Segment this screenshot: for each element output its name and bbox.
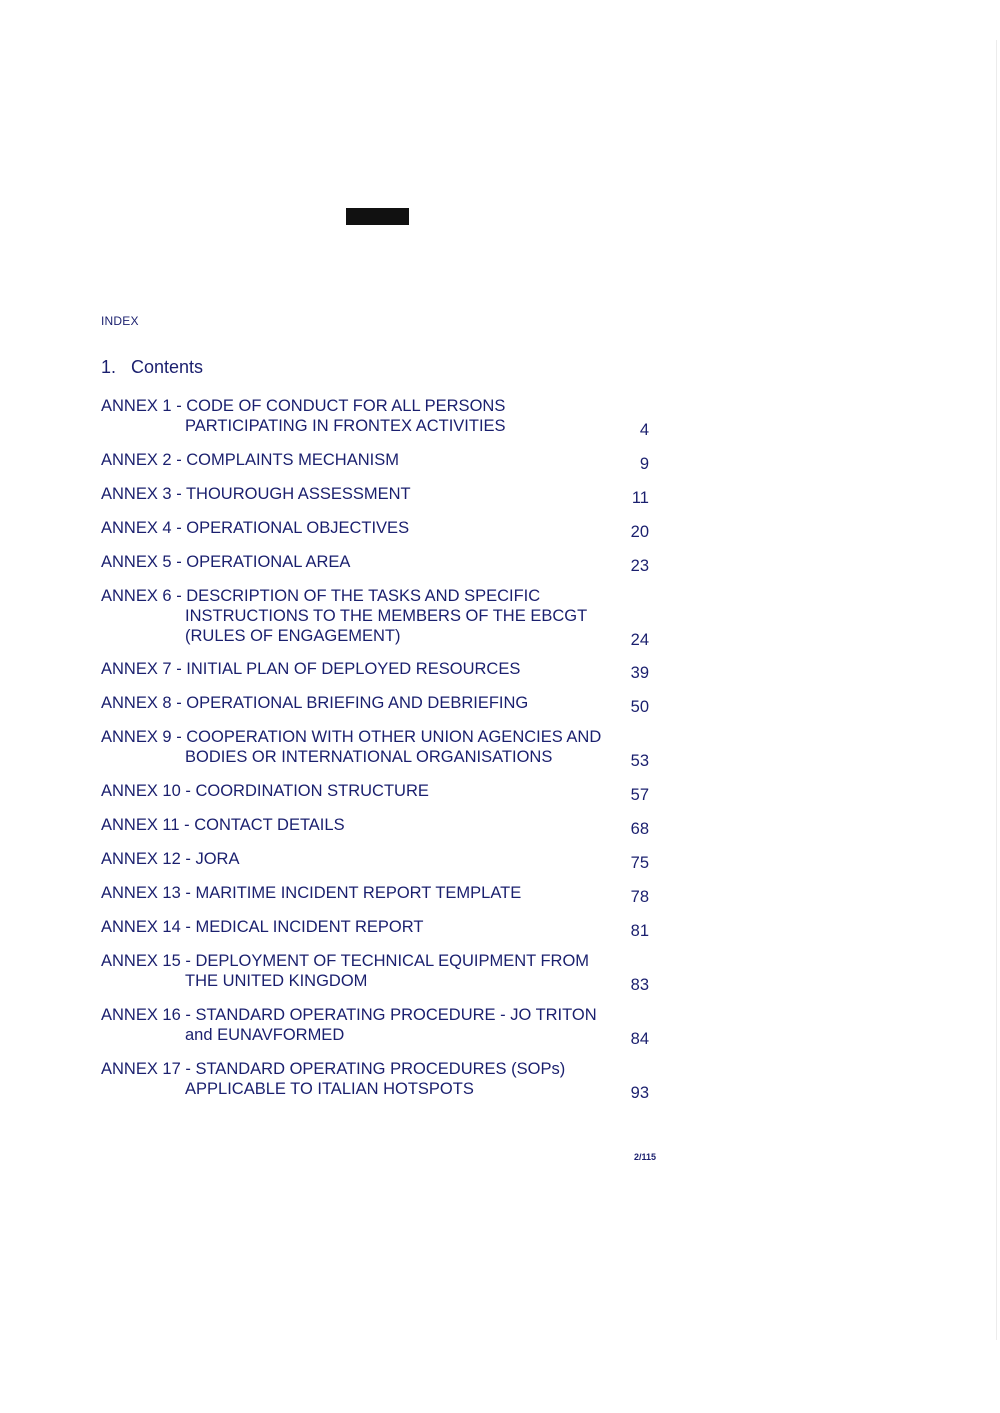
toc-entry-title-continued: and EUNAVFORMED — [185, 1026, 345, 1044]
toc-entry-title: ANNEX 7 - INITIAL PLAN OF DEPLOYED RESOURCES — [101, 660, 521, 678]
toc-entry-title: ANNEX 13 - MARITIME INCIDENT REPORT TEMPLATE — [101, 884, 522, 902]
toc-entry-page: 78 — [630, 888, 649, 906]
toc-entry-annex-5[interactable] — [101, 552, 661, 575]
toc-entry-page: 81 — [630, 922, 649, 940]
toc-entry-title: ANNEX 11 - CONTACT DETAILS — [101, 816, 345, 834]
toc-entry-title-continued: INSTRUCTIONS TO THE MEMBERS OF THE EBCGT — [185, 607, 588, 625]
toc-entry-title: ANNEX 10 - COORDINATION STRUCTURE — [101, 782, 429, 800]
contents-heading — [101, 357, 203, 378]
toc-entry-title-continued: APPLICABLE TO ITALIAN HOTSPOTS — [185, 1080, 474, 1098]
toc-entry-annex-11[interactable] — [101, 815, 661, 838]
toc-entry-title: ANNEX 14 - MEDICAL INCIDENT REPORT — [101, 918, 424, 936]
toc-entry-title: ANNEX 17 - STANDARD OPERATING PROCEDURES (SOPs) — [101, 1060, 566, 1078]
toc-entry-page: 93 — [630, 1084, 649, 1102]
toc-entry-page: 50 — [630, 698, 649, 716]
page-number-footer: 2/115 — [634, 1152, 657, 1162]
toc-entry-page: 11 — [631, 489, 649, 507]
toc-entry-annex-4[interactable] — [101, 518, 661, 541]
toc-entry-annex-9[interactable] — [101, 727, 661, 770]
toc-entry-annex-16[interactable] — [101, 1005, 661, 1048]
toc-entry-page: 9 — [639, 455, 649, 473]
toc-entry-title: ANNEX 8 - OPERATIONAL BRIEFING AND DEBRIEFING — [101, 694, 529, 712]
toc-entry-title: ANNEX 5 - OPERATIONAL AREA — [101, 553, 351, 571]
toc-entry-annex-17[interactable] — [101, 1059, 661, 1102]
toc-entry-annex-14[interactable] — [101, 917, 661, 940]
toc-entry-annex-10[interactable] — [101, 781, 661, 804]
toc-entry-title-continued: PARTICIPATING IN FRONTEX ACTIVITIES — [185, 417, 506, 435]
toc-entry-annex-13[interactable] — [101, 883, 661, 906]
toc-entry-title: ANNEX 15 - DEPLOYMENT OF TECHNICAL EQUIPMENT FROM — [101, 952, 590, 970]
toc-entry-page: 68 — [630, 820, 649, 838]
contents-heading-title: Contents — [131, 357, 204, 377]
toc-entry-annex-7[interactable] — [101, 659, 661, 682]
toc-entry-page: 24 — [630, 631, 649, 649]
toc-entry-annex-2[interactable] — [101, 450, 661, 473]
toc-entry-annex-15[interactable] — [101, 951, 661, 994]
toc-entry-page: 57 — [630, 786, 649, 804]
toc-entry-title: ANNEX 16 - STANDARD OPERATING PROCEDURE - JO TRITON — [101, 1006, 597, 1024]
index-label: INDEX — [101, 314, 139, 328]
toc-entry-title: ANNEX 4 - OPERATIONAL OBJECTIVES — [101, 519, 410, 537]
redaction-block — [346, 208, 409, 225]
toc-entry-annex-1[interactable] — [101, 396, 661, 439]
page-edge-line — [996, 40, 997, 1340]
toc-entry-page: 4 — [639, 421, 649, 439]
toc-entry-annex-3[interactable] — [101, 484, 661, 507]
toc-entry-title: ANNEX 9 - COOPERATION WITH OTHER UNION AGENCIES AND — [101, 728, 602, 746]
toc-entry-title: ANNEX 2 - COMPLAINTS MECHANISM — [101, 451, 399, 469]
toc-entry-title: ANNEX 3 - THOUROUGH ASSESSMENT — [101, 485, 411, 503]
toc-entry-title-continued: THE UNITED KINGDOM — [185, 972, 368, 990]
toc-entry-page: 83 — [630, 976, 649, 994]
toc-entry-page: 20 — [630, 523, 649, 541]
toc-entry-page: 39 — [630, 664, 649, 682]
toc-entry-page: 23 — [630, 557, 649, 575]
toc-entry-annex-6[interactable] — [101, 586, 661, 649]
toc-entry-page: 53 — [630, 752, 649, 770]
contents-heading-number: 1. — [101, 357, 117, 377]
toc-entry-page: 84 — [630, 1030, 649, 1048]
toc-entry-annex-8[interactable] — [101, 693, 661, 716]
toc-entry-title: ANNEX 6 - DESCRIPTION OF THE TASKS AND SPECIFIC — [101, 587, 541, 605]
toc-entry-annex-12[interactable] — [101, 849, 661, 872]
toc-entry-title: ANNEX 1 - CODE OF CONDUCT FOR ALL PERSONS — [101, 397, 506, 415]
toc-entry-title-continued: (RULES OF ENGAGEMENT) — [185, 627, 401, 645]
toc-entry-title: ANNEX 12 - JORA — [101, 850, 240, 868]
toc-entry-page: 75 — [630, 854, 649, 872]
toc-entry-title-continued: BODIES OR INTERNATIONAL ORGANISATIONS — [185, 748, 553, 766]
